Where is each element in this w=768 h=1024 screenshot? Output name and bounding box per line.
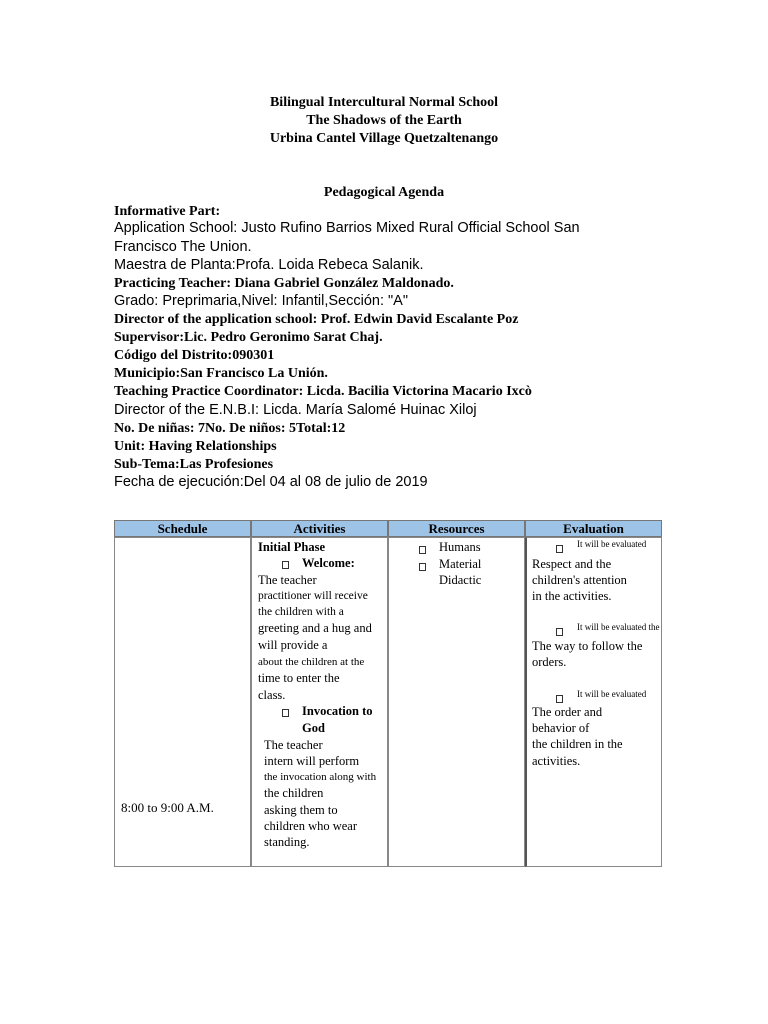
evaluation-text: behavior of — [532, 721, 590, 735]
activity-text: greeting and a hug and — [258, 621, 372, 635]
evaluation-text: the children in the — [532, 737, 623, 751]
evaluation-text: Respect and the — [532, 557, 612, 571]
supervisor-line: Supervisor:Lic. Pedro Geronimo Sarat Chaj. — [114, 330, 383, 345]
activity-text: The teacher — [264, 738, 323, 752]
resource-item: Material — [439, 557, 482, 571]
evaluation-cell — [525, 537, 662, 867]
bullet-box-icon — [282, 709, 289, 717]
application-school-line2: Francisco The Union. — [114, 239, 252, 255]
evaluation-text: The way to follow the — [532, 639, 643, 653]
unit-line: Unit: Having Relationships — [114, 439, 277, 454]
schedule-cell — [114, 537, 251, 867]
header-resources: Resources — [388, 520, 525, 537]
practicing-teacher-line: Practicing Teacher: Diana Gabriel González Maldonado. — [114, 276, 454, 291]
header-schedule: Schedule — [114, 520, 251, 537]
bullet-box-icon — [282, 561, 289, 569]
activity-text: asking them to — [264, 803, 338, 817]
activity-text: will provide a — [258, 638, 328, 652]
evaluation-text: activities. — [532, 754, 581, 768]
activity-text: time to enter the — [258, 671, 340, 685]
activity-text: intern will perform — [264, 754, 360, 768]
evaluation-note: It will be evaluated — [577, 539, 647, 549]
director-application-line: Director of the application school: Prof. Edwin David Escalante Poz — [114, 312, 519, 327]
fecha-line: Fecha de ejecución:Del 04 al 08 de julio de 2019 — [114, 474, 428, 490]
activities-cell — [251, 537, 388, 867]
activity-text: class. — [258, 688, 286, 702]
activity-text: practitioner will receive — [258, 590, 368, 602]
resource-item: Didactic — [439, 573, 482, 587]
welcome-label: Welcome: — [302, 556, 355, 570]
agenda-table — [114, 520, 662, 867]
evaluation-text: in the activities. — [532, 589, 612, 603]
school-name: Bilingual Intercultural Normal School — [269, 95, 499, 110]
grado-line: Grado: Preprimaria,Nivel: Infantil,Sección: "A" — [114, 293, 408, 309]
activity-text: The teacher — [258, 573, 317, 587]
agenda-title: Pedagogical Agenda — [323, 185, 445, 200]
invocation-label: Invocation to — [302, 704, 373, 718]
activity-text: the children with a — [258, 606, 344, 618]
header-activities: Activities — [251, 520, 388, 537]
bullet-box-icon — [556, 695, 563, 703]
application-school-line1: Application School: Justo Rufino Barrios Mixed Rural Official School San — [114, 220, 580, 236]
subtema-line: Sub-Tema:Las Profesiones — [114, 457, 274, 472]
resources-cell — [388, 537, 525, 867]
school-location: Urbina Cantel Village Quetzaltenango — [269, 131, 499, 146]
informative-heading: Informative Part: — [114, 204, 221, 219]
bullet-box-icon — [556, 545, 563, 553]
evaluation-note: It will be evaluated the — [577, 622, 660, 632]
activity-text: children who wear — [264, 819, 358, 833]
evaluation-note: It will be evaluated — [577, 689, 647, 699]
evaluation-text: children's attention — [532, 573, 627, 587]
activity-text: standing. — [264, 835, 310, 849]
maestra-line: Maestra de Planta:Profa. Loida Rebeca Salanik. — [114, 257, 424, 273]
counts-line: No. De niñas: 7No. De niños: 5Total:12 — [114, 421, 346, 436]
activity-text: the children — [264, 786, 324, 800]
invocation-label-cont: God — [302, 721, 325, 735]
director-enbi-line: Director of the E.N.B.I: Licda. María Salomé Huinac Xiloj — [114, 402, 477, 418]
header-evaluation: Evaluation — [525, 520, 662, 537]
bullet-box-icon — [556, 628, 563, 636]
bullet-box-icon — [419, 546, 426, 554]
codigo-line: Código del Distrito:090301 — [114, 348, 275, 363]
bullet-box-icon — [419, 563, 426, 571]
evaluation-text: orders. — [532, 655, 567, 669]
schedule-time: 8:00 to 9:00 A.M. — [121, 800, 214, 815]
activity-text: about the children at the — [258, 656, 365, 668]
activity-text: the invocation along with — [264, 771, 377, 783]
evaluation-text: The order and — [532, 705, 603, 719]
municipio-line: Municipio:San Francisco La Unión. — [114, 366, 328, 381]
initial-phase-label: Initial Phase — [258, 540, 326, 554]
coordinator-line: Teaching Practice Coordinator: Licda. Bacilia Victorina Macario Ixcò — [114, 384, 532, 399]
resource-item: Humans — [439, 540, 481, 554]
school-subtitle: The Shadows of the Earth — [306, 113, 462, 128]
